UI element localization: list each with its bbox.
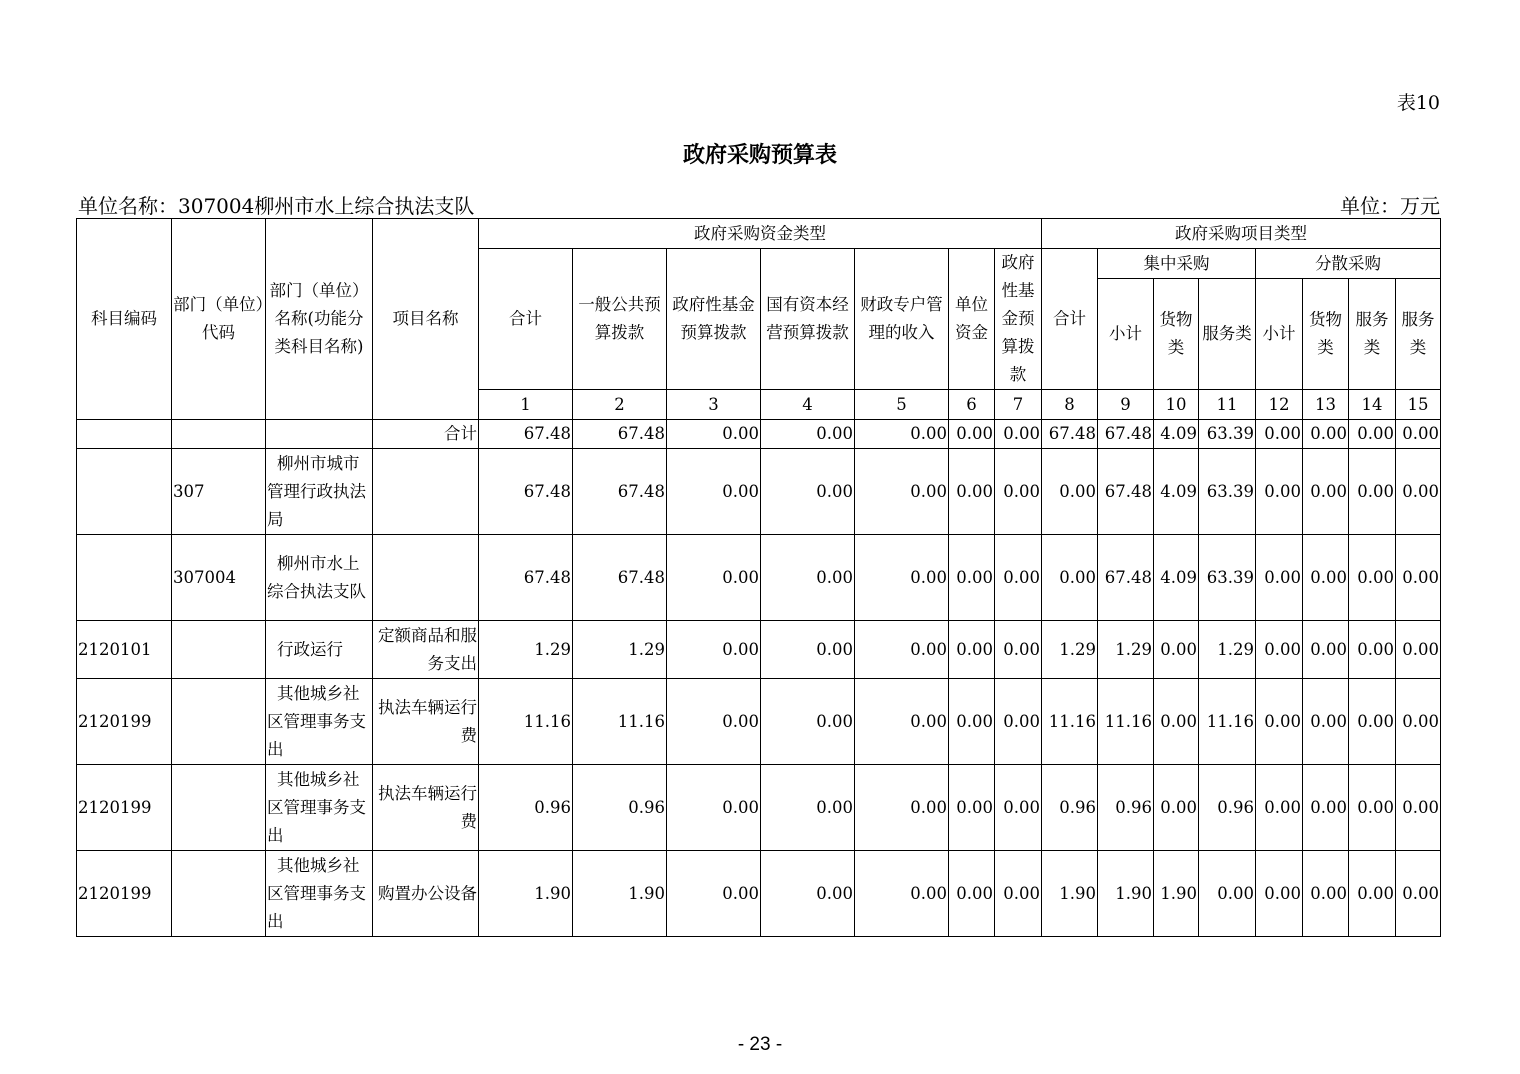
column-index-cell: 11 — [1199, 390, 1256, 420]
column-index-cell: 10 — [1154, 390, 1199, 420]
amount-cell: 0.00 — [1349, 420, 1396, 449]
amount-cell: 4.09 — [1154, 449, 1199, 535]
column-index-cell: 14 — [1349, 390, 1396, 420]
project-name-cell: 定额商品和服务支出 — [373, 621, 479, 679]
amount-cell: 1.29 — [1199, 621, 1256, 679]
amount-cell: 0.00 — [995, 765, 1042, 851]
amount-cell: 0.00 — [1256, 679, 1303, 765]
dept-name-text: 其他城乡社区管理事务支出 — [267, 855, 366, 931]
amount-cell: 67.48 — [1098, 535, 1154, 621]
amount-cell: 11.16 — [1199, 679, 1256, 765]
amount-cell: 0.00 — [1199, 851, 1256, 937]
amount-cell: 67.48 — [573, 449, 667, 535]
amount-cell: 0.00 — [1349, 851, 1396, 937]
header-fund-type-group: 政府采购资金类型 — [479, 219, 1042, 249]
column-index-cell: 13 — [1303, 390, 1349, 420]
column-index-cell: 6 — [949, 390, 995, 420]
amount-cell: 11.16 — [1098, 679, 1154, 765]
amount-cell: 11.16 — [573, 679, 667, 765]
project-name-cell: 购置办公设备 — [373, 851, 479, 937]
project-name-cell — [373, 449, 479, 535]
dept-name-cell — [266, 420, 373, 449]
amount-cell: 1.90 — [1154, 851, 1199, 937]
amount-cell: 67.48 — [1098, 449, 1154, 535]
dept-code-cell — [172, 765, 266, 851]
amount-cell: 1.29 — [573, 621, 667, 679]
amount-cell: 0.96 — [1199, 765, 1256, 851]
dept-name-text: 其他城乡社区管理事务支出 — [267, 683, 366, 759]
amount-cell: 0.00 — [761, 851, 855, 937]
header-unit-funds: 单位资金 — [949, 249, 995, 390]
amount-cell: 0.00 — [1396, 420, 1441, 449]
table-row — [77, 535, 1441, 621]
amount-cell: 0.00 — [995, 679, 1042, 765]
table-row — [77, 449, 1441, 535]
amount-cell: 0.00 — [1303, 851, 1349, 937]
amount-cell: 0.00 — [995, 535, 1042, 621]
amount-cell: 1.90 — [573, 851, 667, 937]
header-special-income: 财政专户管理的收入 — [855, 249, 949, 390]
subject-code-cell: 2120199 — [77, 851, 172, 937]
amount-cell: 0.00 — [1349, 449, 1396, 535]
amount-cell: 0.00 — [949, 621, 995, 679]
column-index-cell: 3 — [667, 390, 761, 420]
amount-cell: 0.00 — [667, 679, 761, 765]
page-title: 政府采购预算表 — [682, 142, 837, 168]
project-name-cell: 执法车辆运行费 — [373, 765, 479, 851]
amount-cell: 0.00 — [1396, 621, 1441, 679]
amount-cell: 0.00 — [667, 449, 761, 535]
column-index-cell: 7 — [995, 390, 1042, 420]
amount-cell: 0.00 — [995, 420, 1042, 449]
amount-cell: 0.00 — [949, 851, 995, 937]
header-gov-fund-budget: 政府性基金预算拨款 — [995, 249, 1042, 390]
dept-code-cell — [172, 679, 266, 765]
header-dispersed-goods: 货物类 — [1303, 279, 1349, 390]
amount-cell: 67.48 — [479, 449, 573, 535]
amount-cell: 0.00 — [1256, 621, 1303, 679]
subject-code-cell: 2120101 — [77, 621, 172, 679]
header-gov-fund: 政府性基金预算拨款 — [667, 249, 761, 390]
header-dispersed-services: 服务类 — [1396, 279, 1441, 390]
dept-name-text: 柳州市水上综合执法支队 — [267, 553, 366, 601]
header-central-services: 服务类 — [1199, 279, 1256, 390]
amount-cell: 0.00 — [1303, 765, 1349, 851]
amount-cell: 0.00 — [1154, 679, 1199, 765]
column-index-cell: 1 — [479, 390, 573, 420]
amount-cell: 0.00 — [1396, 449, 1441, 535]
amount-cell: 0.00 — [949, 679, 995, 765]
amount-cell: 0.00 — [761, 449, 855, 535]
dept-name-cell — [266, 621, 373, 679]
unit-name: 单位名称：307004柳州市水上综合执法支队 — [78, 194, 475, 218]
dept-name-text: 柳州市城市管理行政执法局 — [267, 453, 366, 529]
amount-cell: 0.00 — [1349, 765, 1396, 851]
amount-cell: 67.48 — [1098, 420, 1154, 449]
column-index-cell: 8 — [1042, 390, 1098, 420]
amount-cell: 63.39 — [1199, 535, 1256, 621]
amount-cell: 0.00 — [1396, 851, 1441, 937]
header-subject-code: 科目编码 — [77, 219, 172, 420]
amount-cell: 0.96 — [573, 765, 667, 851]
column-index-cell: 12 — [1256, 390, 1303, 420]
amount-cell: 0.00 — [761, 420, 855, 449]
amount-cell: 0.00 — [949, 449, 995, 535]
amount-cell: 63.39 — [1199, 449, 1256, 535]
amount-cell: 0.00 — [1396, 535, 1441, 621]
dept-code-cell — [172, 621, 266, 679]
table-row — [77, 621, 1441, 679]
amount-cell: 0.00 — [667, 621, 761, 679]
dept-name-cell — [266, 449, 373, 535]
total-label: 合计 — [373, 420, 479, 449]
amount-cell: 4.09 — [1154, 420, 1199, 449]
header-fund-total: 合计 — [479, 249, 573, 390]
amount-cell: 0.00 — [761, 621, 855, 679]
amount-cell: 0.00 — [1396, 679, 1441, 765]
amount-cell: 0.00 — [1303, 449, 1349, 535]
amount-cell: 0.00 — [855, 621, 949, 679]
amount-cell: 0.00 — [855, 535, 949, 621]
amount-cell: 0.00 — [1042, 535, 1098, 621]
dept-code-cell — [172, 851, 266, 937]
amount-cell: 0.00 — [995, 851, 1042, 937]
dept-name-cell — [266, 679, 373, 765]
amount-cell: 0.00 — [761, 535, 855, 621]
amount-cell: 0.00 — [855, 420, 949, 449]
amount-cell: 0.00 — [1349, 621, 1396, 679]
amount-cell: 1.90 — [1042, 851, 1098, 937]
amount-cell: 0.00 — [667, 535, 761, 621]
header-dept-name: 部门（单位）名称(功能分类科目名称) — [266, 219, 373, 420]
amount-cell: 0.00 — [667, 420, 761, 449]
amount-cell: 67.48 — [1042, 420, 1098, 449]
column-index-cell: 15 — [1396, 390, 1441, 420]
amount-cell: 1.90 — [479, 851, 573, 937]
header-project-total: 合计 — [1042, 249, 1098, 390]
table-row — [77, 765, 1441, 851]
amount-cell: 0.00 — [1042, 449, 1098, 535]
procurement-budget-table — [76, 218, 1441, 937]
dept-name-text: 行政运行 — [277, 639, 343, 659]
table-row — [77, 851, 1441, 937]
project-name-cell — [373, 535, 479, 621]
amount-cell: 0.00 — [855, 765, 949, 851]
dept-name-cell — [266, 851, 373, 937]
amount-cell: 0.00 — [1256, 765, 1303, 851]
amount-cell: 0.00 — [855, 851, 949, 937]
amount-cell: 1.29 — [1042, 621, 1098, 679]
header-dispersed-subtotal: 小计 — [1256, 279, 1303, 390]
amount-cell: 0.00 — [855, 449, 949, 535]
header-general-budget: 一般公共预算拨款 — [573, 249, 667, 390]
amount-cell: 0.00 — [667, 765, 761, 851]
amount-cell: 11.16 — [1042, 679, 1098, 765]
amount-cell: 0.00 — [1303, 679, 1349, 765]
amount-cell: 0.96 — [1042, 765, 1098, 851]
amount-cell: 0.00 — [949, 535, 995, 621]
amount-cell: 63.39 — [1199, 420, 1256, 449]
amount-cell: 0.00 — [995, 621, 1042, 679]
dept-name-cell — [266, 765, 373, 851]
amount-cell: 0.96 — [479, 765, 573, 851]
amount-cell: 4.09 — [1154, 535, 1199, 621]
amount-cell: 0.00 — [1303, 535, 1349, 621]
header-central-procurement: 集中采购 — [1098, 249, 1256, 279]
amount-cell: 0.00 — [1349, 535, 1396, 621]
header-dept-code: 部门（单位）代码 — [172, 219, 266, 420]
dept-code-cell: 307 — [172, 449, 266, 535]
column-index-cell: 4 — [761, 390, 855, 420]
amount-cell: 0.00 — [1256, 449, 1303, 535]
header-dispersed-services: 服务类 — [1349, 279, 1396, 390]
amount-cell: 0.00 — [1256, 851, 1303, 937]
subject-code-cell: 2120199 — [77, 679, 172, 765]
header-project-name: 项目名称 — [373, 219, 479, 420]
total-row — [77, 420, 1441, 449]
amount-cell: 67.48 — [479, 420, 573, 449]
dept-code-cell: 307004 — [172, 535, 266, 621]
amount-cell: 1.29 — [479, 621, 573, 679]
table-row — [77, 679, 1441, 765]
amount-cell: 0.00 — [949, 765, 995, 851]
subject-code-cell — [77, 535, 172, 621]
amount-cell: 11.16 — [479, 679, 573, 765]
header-dispersed-procurement: 分散采购 — [1256, 249, 1441, 279]
amount-cell: 0.00 — [1256, 535, 1303, 621]
subject-code-cell — [77, 420, 172, 449]
column-index-cell: 2 — [573, 390, 667, 420]
amount-cell: 0.00 — [667, 851, 761, 937]
column-index-cell: 9 — [1098, 390, 1154, 420]
amount-cell: 67.48 — [573, 420, 667, 449]
amount-cell: 0.00 — [995, 449, 1042, 535]
subject-code-cell — [77, 449, 172, 535]
amount-cell: 67.48 — [573, 535, 667, 621]
subject-code-cell: 2120199 — [77, 765, 172, 851]
amount-cell: 0.00 — [1154, 621, 1199, 679]
header-state-capital: 国有资本经营预算拨款 — [761, 249, 855, 390]
amount-cell: 0.00 — [1349, 679, 1396, 765]
amount-cell: 0.00 — [949, 420, 995, 449]
header-central-subtotal: 小计 — [1098, 279, 1154, 390]
project-name-cell: 执法车辆运行费 — [373, 679, 479, 765]
amount-cell: 0.00 — [1154, 765, 1199, 851]
header-project-type-group: 政府采购项目类型 — [1042, 219, 1441, 249]
amount-cell: 67.48 — [479, 535, 573, 621]
header-central-goods: 货物类 — [1154, 279, 1199, 390]
amount-cell: 1.29 — [1098, 621, 1154, 679]
dept-name-text: 其他城乡社区管理事务支出 — [267, 769, 366, 845]
column-index-cell: 5 — [855, 390, 949, 420]
amount-cell: 1.90 — [1098, 851, 1154, 937]
amount-cell: 0.96 — [1098, 765, 1154, 851]
amount-cell: 0.00 — [1256, 420, 1303, 449]
table-number: 表10 — [1396, 92, 1440, 114]
amount-cell: 0.00 — [761, 765, 855, 851]
dept-name-cell — [266, 535, 373, 621]
dept-code-cell — [172, 420, 266, 449]
amount-cell: 0.00 — [1303, 420, 1349, 449]
page-number: - 23 - — [737, 1034, 783, 1055]
amount-cell: 0.00 — [761, 679, 855, 765]
amount-cell: 0.00 — [1396, 765, 1441, 851]
amount-cell: 0.00 — [855, 679, 949, 765]
unit-label: 单位：万元 — [1340, 194, 1440, 218]
amount-cell: 0.00 — [1303, 621, 1349, 679]
